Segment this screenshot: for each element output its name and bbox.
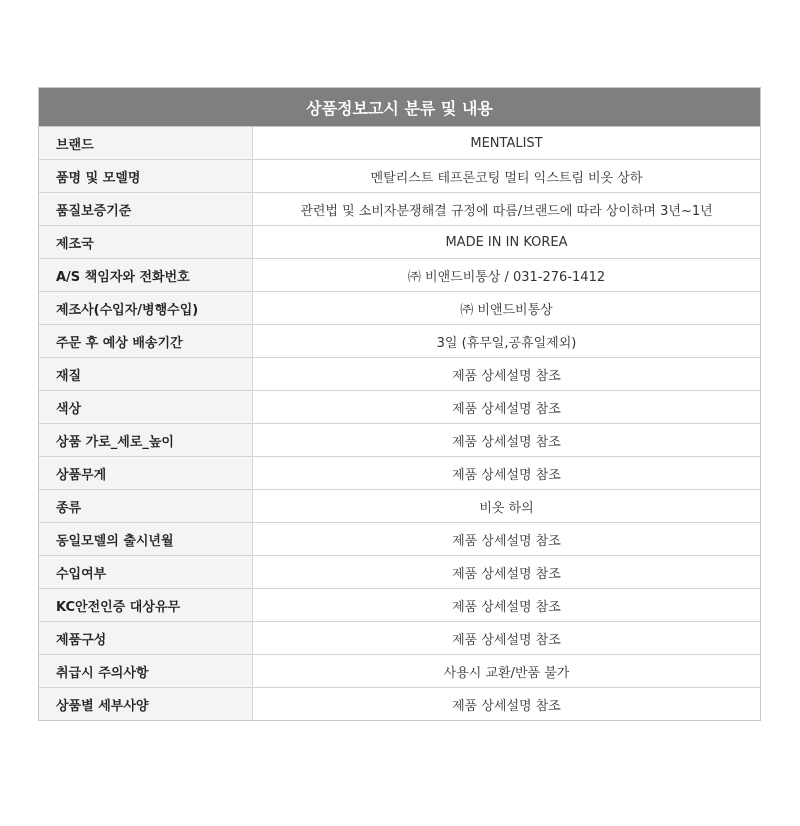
table-row [39, 424, 760, 457]
row-label: 상품무게 [39, 457, 253, 489]
row-value: 제품 상세설명 참조 [452, 698, 561, 714]
row-label: KC안전인증 대상유무 [39, 589, 253, 621]
row-value: 제품 상세설명 참조 [452, 401, 561, 417]
row-label: 제품구성 [39, 622, 253, 654]
table-row [39, 160, 760, 193]
row-label: 품명 및 모델명 [39, 160, 253, 192]
table-row [39, 325, 760, 358]
row-value: MADE IN IN KOREA [445, 234, 568, 250]
table-row [39, 457, 760, 490]
table-row [39, 523, 760, 556]
row-label: 상품별 세부사양 [39, 688, 253, 720]
table-row [39, 358, 760, 391]
row-label: 브랜드 [39, 127, 253, 159]
row-value: 제품 상세설명 참조 [452, 566, 561, 582]
row-value: 3일 (휴무일,공휴일제외) [436, 335, 577, 351]
row-label: A/S 책임자와 전화번호 [39, 259, 253, 291]
row-value: 비옷 하의 [479, 500, 534, 516]
table-row [39, 556, 760, 589]
row-label: 취급시 주의사항 [39, 655, 253, 687]
row-value: 제품 상세설명 참조 [452, 533, 561, 549]
row-label: 종류 [39, 490, 253, 522]
table-row [39, 391, 760, 424]
table-row [39, 226, 760, 259]
row-value: ㈜ 비앤드비통상 [460, 302, 553, 318]
table-row [39, 688, 760, 720]
row-value: 멘탈리스트 테프론코팅 멀티 익스트림 비옷 상하 [370, 170, 643, 186]
row-label: 주문 후 예상 배송기간 [39, 325, 253, 357]
row-value: 제품 상세설명 참조 [452, 467, 561, 483]
table-row [39, 622, 760, 655]
row-value: 제품 상세설명 참조 [452, 632, 561, 648]
row-value: 제품 상세설명 참조 [452, 599, 561, 615]
row-value: MENTALIST [470, 135, 543, 151]
row-value: 사용시 교환/반품 불가 [443, 665, 570, 681]
table-row [39, 193, 760, 226]
table-title: 상품정보고시 분류 및 내용 [39, 88, 760, 127]
row-label: 동일모델의 출시년월 [39, 523, 253, 555]
row-label: 제조사(수입자/병행수입) [39, 292, 253, 324]
table-row [39, 655, 760, 688]
table-row [39, 490, 760, 523]
row-value: 제품 상세설명 참조 [452, 434, 561, 450]
table-row [39, 292, 760, 325]
row-label: 품질보증기준 [39, 193, 253, 225]
row-label: 색상 [39, 391, 253, 423]
row-label: 제조국 [39, 226, 253, 258]
row-value: 관련법 및 소비자분쟁해결 규정에 따름/브랜드에 따라 상이하며 3년~1년 [300, 203, 713, 219]
row-label: 수입여부 [39, 556, 253, 588]
product-info-table [38, 87, 761, 721]
table-row [39, 259, 760, 292]
row-label: 상품 가로_세로_높이 [39, 424, 253, 456]
table-row [39, 589, 760, 622]
table-row [39, 127, 760, 160]
row-value: ㈜ 비앤드비통상 / 031-276-1412 [407, 269, 606, 285]
row-value: 제품 상세설명 참조 [452, 368, 561, 384]
row-label: 재질 [39, 358, 253, 390]
table-body [39, 127, 760, 720]
